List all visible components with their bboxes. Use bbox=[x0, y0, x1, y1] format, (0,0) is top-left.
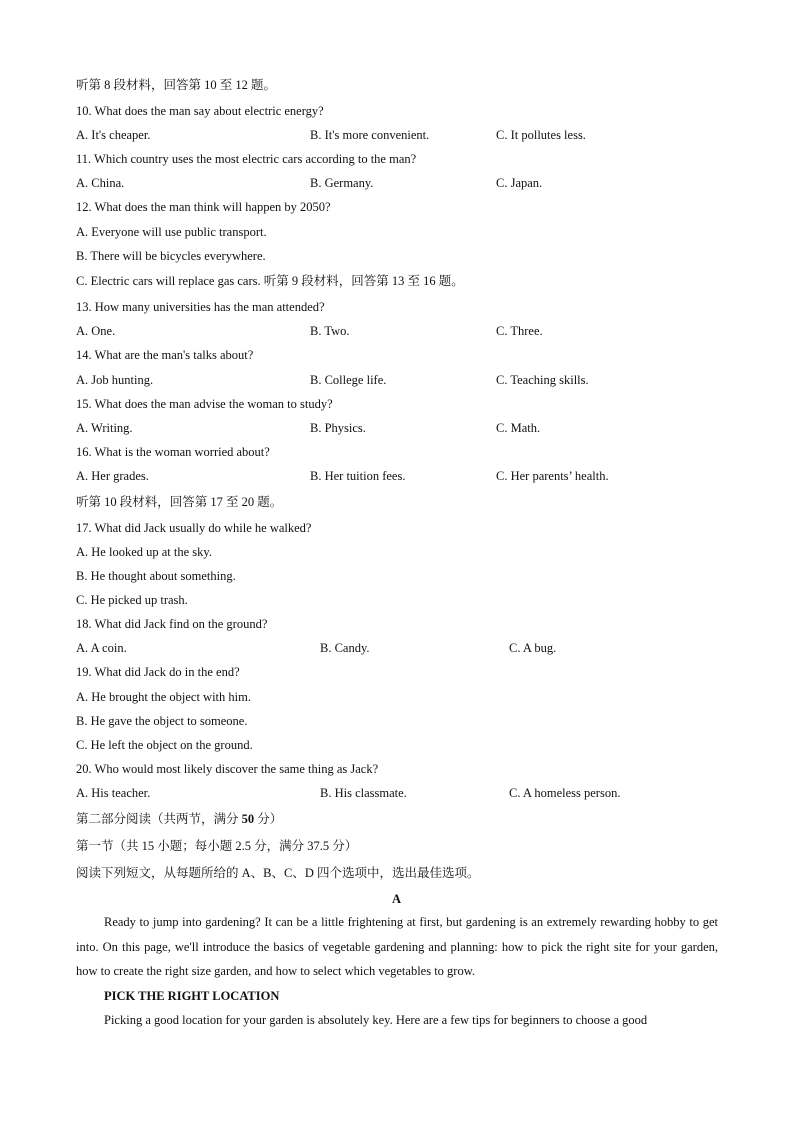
passage-paragraph-2-text: Picking a good location for your garden is absolutely key. Here are a few tips for beginners to choose a good bbox=[104, 1013, 648, 1027]
q12-option-a: A. Everyone will use public transport. bbox=[76, 225, 267, 239]
section-1-heading: 第一节（共 15 小题；每小题 2.5 分，满分 37.5 分） bbox=[76, 839, 358, 853]
q11-option-b: B. Germany. bbox=[310, 176, 374, 190]
q16-option-b: B. Her tuition fees. bbox=[310, 469, 406, 483]
reading-instructions: 阅读下列短文，从每题所给的 A、B、C、D 四个选项中，选出最佳选项。 bbox=[76, 866, 480, 880]
q14-option-a: A. Job hunting. bbox=[76, 373, 154, 387]
q17-option-a: A. He looked up at the sky. bbox=[76, 545, 212, 559]
q16-option-a: A. Her grades. bbox=[76, 469, 149, 483]
q18-option-a: A. A coin. bbox=[76, 641, 127, 655]
question-14: 14. What are the man's talks about? bbox=[76, 348, 254, 362]
q14-option-c: C. Teaching skills. bbox=[496, 373, 589, 387]
q18-option-b: B. Candy. bbox=[320, 641, 370, 655]
q19-option-c: C. He left the object on the ground. bbox=[76, 738, 253, 752]
q20-option-b: B. His classmate. bbox=[320, 786, 407, 800]
section-10-instruction: 听第 10 段材料，回答第 17 至 20 题。 bbox=[76, 495, 283, 509]
part-2-score: 50 bbox=[241, 812, 255, 826]
q20-option-a: A. His teacher. bbox=[76, 786, 151, 800]
q19-option-b: B. He gave the object to someone. bbox=[76, 714, 248, 728]
section-8-instruction: 听第 8 段材料，回答第 10 至 12 题。 bbox=[76, 78, 277, 92]
passage-label: A bbox=[391, 892, 402, 906]
q11-option-c: C. Japan. bbox=[496, 176, 543, 190]
question-16: 16. What is the woman worried about? bbox=[76, 445, 270, 459]
q17-option-c: C. He picked up trash. bbox=[76, 593, 188, 607]
question-10: 10. What does the man say about electric energy? bbox=[76, 104, 324, 118]
q13-option-b: B. Two. bbox=[310, 324, 350, 338]
question-17: 17. What did Jack usually do while he walked? bbox=[76, 521, 312, 535]
q10-option-b: B. It's more convenient. bbox=[310, 128, 430, 142]
question-15: 15. What does the man advise the woman to study? bbox=[76, 397, 333, 411]
passage-paragraph-2 bbox=[76, 1008, 718, 1032]
question-12: 12. What does the man think will happen by 2050? bbox=[76, 200, 331, 214]
q20-option-c: C. A homeless person. bbox=[509, 786, 621, 800]
part-2-heading bbox=[76, 811, 282, 827]
q17-option-b: B. He thought about something. bbox=[76, 569, 236, 583]
q14-option-b: B. College life. bbox=[310, 373, 387, 387]
question-19: 19. What did Jack do in the end? bbox=[76, 665, 240, 679]
passage-paragraph-1 bbox=[76, 910, 718, 984]
q10-option-c: C. It pollutes less. bbox=[496, 128, 586, 142]
question-11: 11. Which country uses the most electric cars according to the man? bbox=[76, 152, 417, 166]
q15-option-c: C. Math. bbox=[496, 421, 541, 435]
q13-option-a: A. One. bbox=[76, 324, 116, 338]
q19-option-a: A. He brought the object with him. bbox=[76, 690, 251, 704]
part-2-suffix: 分） bbox=[254, 812, 283, 826]
q16-option-c: C. Her parents’ health. bbox=[496, 469, 609, 483]
q12-option-b: B. There will be bicycles everywhere. bbox=[76, 249, 266, 263]
q13-option-c: C. Three. bbox=[496, 324, 543, 338]
part-2-prefix: 第二部分阅读（共两节，满分 bbox=[76, 812, 242, 826]
q18-option-c: C. A bug. bbox=[509, 641, 557, 655]
q12-option-c: C. Electric cars will replace gas cars. 听第 9 段材料，回答第 13 至 16 题。 bbox=[76, 274, 464, 288]
q15-option-a: A. Writing. bbox=[76, 421, 133, 435]
q11-option-a: A. China. bbox=[76, 176, 125, 190]
question-13: 13. How many universities has the man attended? bbox=[76, 300, 325, 314]
q10-option-a: A. It's cheaper. bbox=[76, 128, 151, 142]
question-20: 20. Who would most likely discover the same thing as Jack? bbox=[76, 762, 379, 776]
passage-section-heading: PICK THE RIGHT LOCATION bbox=[104, 989, 280, 1003]
q15-option-b: B. Physics. bbox=[310, 421, 366, 435]
passage-paragraph-1-text: Ready to jump into gardening? It can be a little frightening at first, but gardening is an extremely rewarding hobby to get into. On this page, we'll introduce the basics of vegetable gardening and planning: how to pick the right site for your garden, how to create the right size garden, and how to select which vegetables to grow. bbox=[76, 915, 718, 978]
question-18: 18. What did Jack find on the ground? bbox=[76, 617, 268, 631]
